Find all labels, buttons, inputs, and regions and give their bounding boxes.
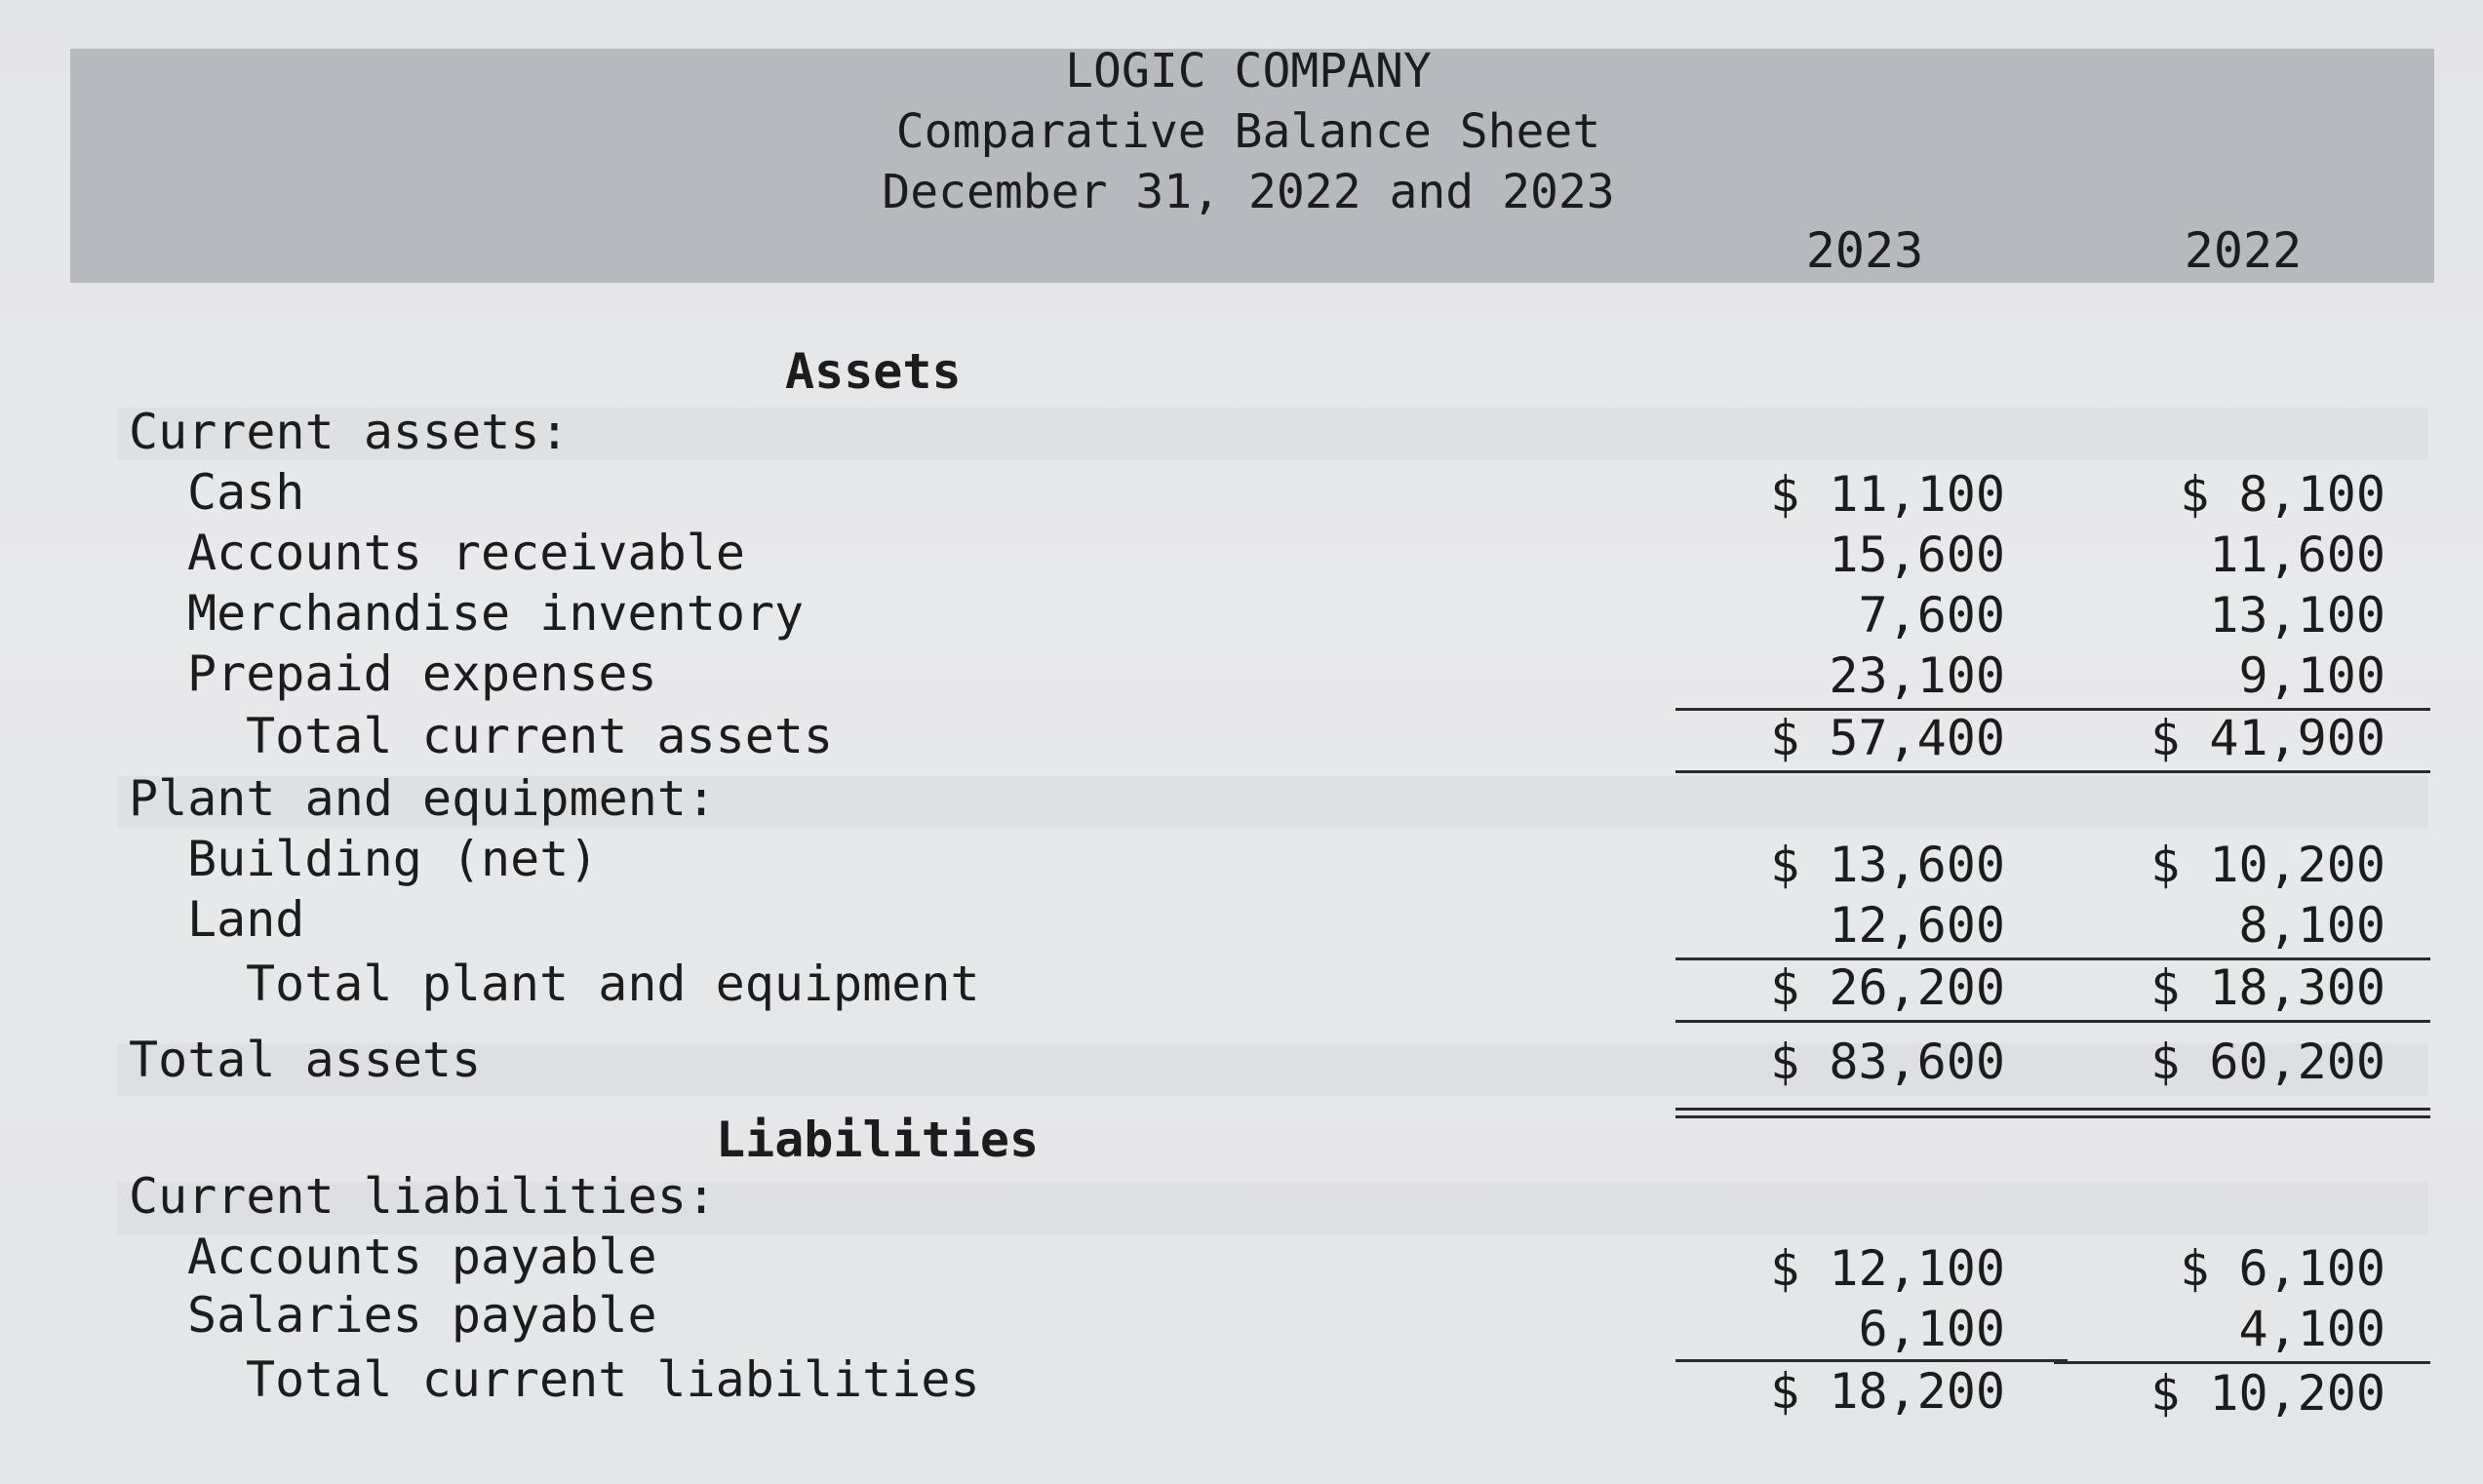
subtotal-rule <box>1675 1359 2068 1362</box>
accounts-receivable-label: Accounts receivable <box>187 525 745 581</box>
total-current-assets-label: Total current assets <box>246 708 834 764</box>
total-plant-equipment-2022: $ 18,300 <box>2150 959 2385 1016</box>
accounts-payable-2023: $ 12,100 <box>1770 1240 2005 1297</box>
subtotal-rule <box>2054 1020 2430 1023</box>
land-2022: 8,100 <box>2238 897 2385 954</box>
statement-title: Comparative Balance Sheet <box>895 104 1601 159</box>
inventory-label: Merchandise inventory <box>187 585 805 642</box>
accounts-payable-2022: $ 6,100 <box>2180 1240 2385 1297</box>
total-assets-2023: $ 83,600 <box>1770 1034 2005 1090</box>
prepaid-expenses-label: Prepaid expenses <box>187 645 657 702</box>
total-current-assets-2022: $ 41,900 <box>2150 710 2385 766</box>
total-rule <box>2054 770 2430 773</box>
building-2023: $ 13,600 <box>1770 837 2005 893</box>
total-current-liabilities-2023: $ 18,200 <box>1770 1363 2005 1420</box>
accounts-payable-label: Accounts payable <box>187 1229 657 1285</box>
total-current-liabilities-label: Total current liabilities <box>246 1351 980 1408</box>
assets-heading: Assets <box>785 343 962 400</box>
statement-period: December 31, 2022 and 2023 <box>882 165 1615 219</box>
cash-label: Cash <box>187 464 305 521</box>
plant-equipment-heading: Plant and equipment: <box>129 770 717 827</box>
double-rule-top <box>1675 1108 2430 1111</box>
title-block <box>761 41 1736 222</box>
building-label: Building (net) <box>187 831 599 887</box>
total-rule <box>1675 770 2068 773</box>
salaries-payable-2023: 6,100 <box>1858 1301 2005 1357</box>
inventory-2023: 7,600 <box>1858 587 2005 644</box>
liabilities-heading: Liabilities <box>716 1112 1040 1168</box>
salaries-payable-label: Salaries payable <box>187 1287 657 1344</box>
building-2022: $ 10,200 <box>2150 837 2385 893</box>
total-current-assets-2023: $ 57,400 <box>1770 710 2005 766</box>
total-assets-2022: $ 60,200 <box>2150 1034 2385 1090</box>
cash-2023: $ 11,100 <box>1770 466 2005 523</box>
total-plant-equipment-2023: $ 26,200 <box>1770 959 2005 1016</box>
prepaid-expenses-2022: 9,100 <box>2238 647 2385 704</box>
land-2023: 12,600 <box>1829 897 2005 954</box>
total-plant-equipment-label: Total plant and equipment <box>246 956 980 1012</box>
cash-2022: $ 8,100 <box>2180 466 2385 523</box>
column-header-2023: 2023 <box>1805 222 1924 279</box>
land-label: Land <box>187 891 305 948</box>
total-current-liabilities-2022: $ 10,200 <box>2150 1365 2385 1422</box>
total-assets-label: Total assets <box>129 1032 482 1088</box>
double-rule-bottom <box>1675 1115 2430 1118</box>
subtotal-rule <box>2054 1361 2430 1364</box>
subtotal-rule <box>1675 1020 2068 1023</box>
accounts-receivable-2023: 15,600 <box>1829 527 2005 583</box>
prepaid-expenses-2023: 23,100 <box>1829 647 2005 704</box>
company-name: LOGIC COMPANY <box>1065 44 1432 98</box>
current-assets-heading: Current assets: <box>129 404 570 460</box>
current-liabilities-heading: Current liabilities: <box>129 1168 717 1225</box>
salaries-payable-2022: 4,100 <box>2238 1301 2385 1357</box>
column-header-2022: 2022 <box>2184 222 2303 279</box>
accounts-receivable-2022: 11,600 <box>2209 527 2385 583</box>
inventory-2022: 13,100 <box>2209 587 2385 644</box>
